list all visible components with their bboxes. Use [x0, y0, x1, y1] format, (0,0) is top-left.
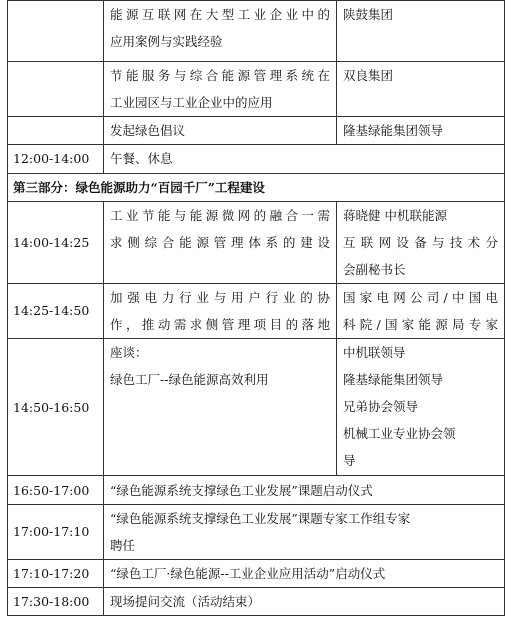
topic-line: 能源互联网在大型工业企业中的 — [110, 7, 330, 22]
time-cell: 14:25-14:50 — [8, 283, 104, 338]
speaker-line: 兄弟协会领导 — [343, 399, 419, 415]
speaker-line: 国家电网公司/中国电 — [343, 289, 498, 305]
speaker-line: 双良集团 — [343, 68, 394, 84]
topic-line: 作，推动需求侧管理项目的落地 — [110, 316, 330, 332]
schedule-row — [8, 62, 505, 117]
speaker-cell — [337, 283, 505, 338]
section-header-row — [8, 173, 505, 201]
time-cell: 14:50-16:50 — [8, 339, 104, 476]
speaker-line: 互联网设备与技术分 — [343, 234, 498, 250]
time-cell-empty — [8, 117, 104, 145]
topic-line: 工业园区与工业企业中的应用 — [110, 95, 273, 111]
section-title: 第三部分：绿色能源助力“百园千厂”工程建设 — [8, 173, 505, 201]
speaker-line: 科院/国家能源局专家 — [343, 316, 498, 332]
topic-cell — [104, 504, 505, 559]
time-cell: 17:00-17:10 — [8, 504, 104, 559]
speaker-line: 蒋晓健 中机联能源 — [343, 207, 447, 223]
speaker-line: 导 — [343, 453, 356, 469]
topic-line: 加强电力行业与用户行业的协 — [110, 289, 330, 305]
topic-line: 绿色工厂--绿色能源高效利用 — [110, 372, 269, 388]
speaker-line: 隆基绿能集团领导 — [343, 372, 444, 388]
topic-line: 座谈： — [110, 345, 148, 361]
speaker-cell — [337, 1, 505, 62]
time-cell: 14:00-14:25 — [8, 201, 104, 283]
speaker-cell — [337, 201, 505, 283]
topic-line: “绿色能源系统支撑绿色工业发展”课题专家工作组专家 — [110, 510, 411, 526]
schedule-row — [8, 476, 505, 504]
schedule-row — [8, 587, 505, 615]
speaker-cell — [337, 62, 505, 117]
topic-line: 求侧综合能源管理体系的建设 — [110, 234, 330, 250]
topic-cell — [104, 1, 337, 62]
topic-cell — [104, 559, 505, 587]
time-cell: 12:00-14:00 — [8, 145, 104, 173]
topic-line: 节能服务与综合能源管理系统在 — [110, 68, 330, 84]
speaker-line: 中机联领导 — [343, 345, 406, 361]
time-cell: 16:50-17:00 — [8, 476, 104, 504]
time-cell: 17:30-18:00 — [8, 587, 104, 615]
topic-line: 工业节能与能源微网的融合一需 — [110, 207, 330, 223]
topic-line: “绿色工厂·绿色能源--工业企业应用活动”启动仪式 — [110, 565, 386, 581]
speaker-line: 会副秘书长 — [343, 261, 406, 277]
topic-cell — [104, 283, 337, 338]
topic-cell — [104, 117, 337, 145]
schedule-row — [8, 559, 505, 587]
topic-cell — [104, 476, 505, 504]
speaker-line: 机械工业专业协会领 — [343, 426, 456, 442]
topic-cell — [104, 339, 337, 476]
topic-line: 应用案例与实践经验 — [110, 34, 223, 49]
schedule-row — [8, 1, 505, 62]
topic-line: 现场提问交流（活动结束） — [110, 593, 261, 609]
speaker-line: 隆基绿能集团领导 — [343, 123, 444, 139]
time-cell-empty — [8, 62, 104, 117]
schedule-row — [8, 339, 505, 476]
time-cell-empty — [8, 1, 104, 62]
topic-line: 发起绿色倡议 — [110, 123, 186, 139]
speaker-cell — [337, 339, 505, 476]
topic-cell — [104, 145, 505, 173]
topic-line: “绿色能源系统支撑绿色工业发展”课题启动仪式 — [110, 482, 373, 498]
topic-line: 聘任 — [110, 537, 136, 553]
topic-cell — [104, 201, 337, 283]
topic-cell — [104, 62, 337, 117]
schedule-row — [8, 283, 505, 338]
speaker-cell — [337, 117, 505, 145]
schedule-row — [8, 201, 505, 283]
schedule-row — [8, 117, 505, 145]
schedule-row — [8, 504, 505, 559]
speaker-line: 陕鼓集团 — [343, 7, 394, 22]
topic-cell — [104, 587, 505, 615]
schedule-row — [8, 145, 505, 173]
topic-line: 午餐、休息 — [110, 151, 173, 167]
schedule-table — [7, 0, 505, 616]
time-cell: 17:10-17:20 — [8, 559, 104, 587]
